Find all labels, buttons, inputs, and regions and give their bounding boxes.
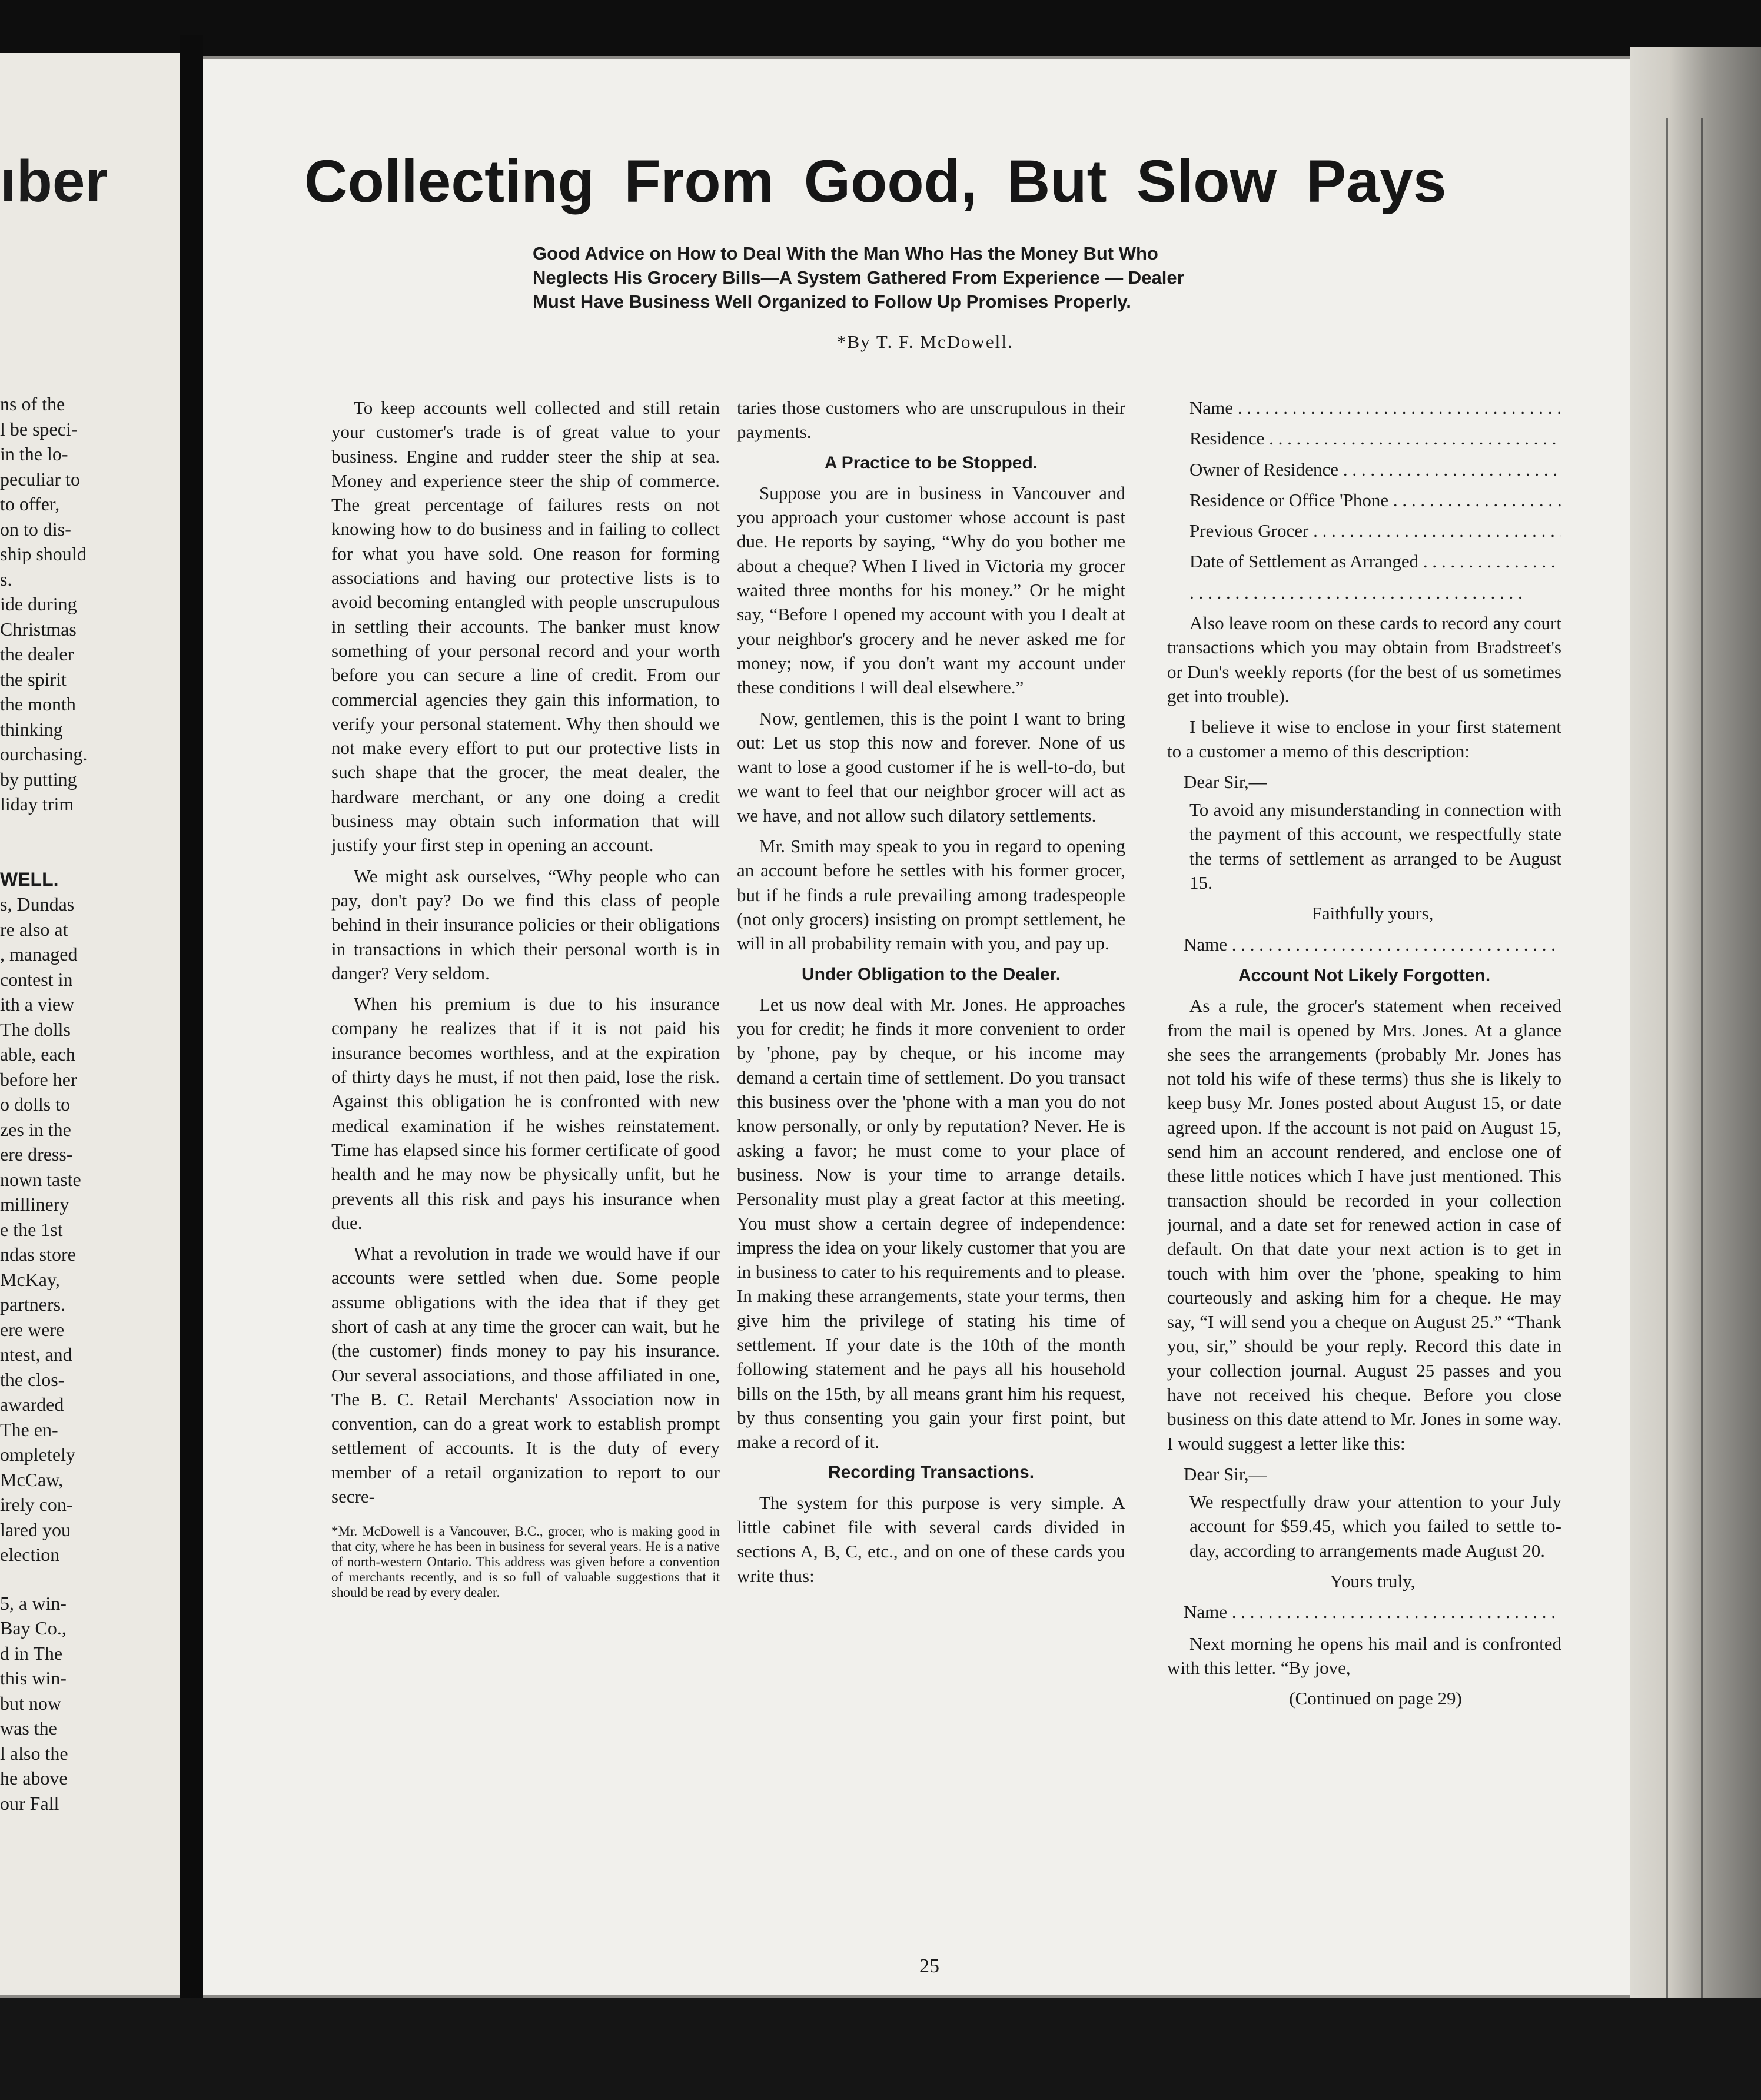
paragraph: Let us now deal with Mr. Jones. He approaches you for credit; he finds it more convenient to order by 'phone, pay by cheque, or his income may demand a certain time of settlement. Do you transact this business over the 'phone with a man you do not know personally, or only by reputation? Never. He is asking a favor; he must come to your place of business. Now is your time to arrange details. Personality must play a great factor at this meeting. You must show a certain degree of independence: impress the idea on your likely customer that you are in business to cater to his requirements and to please. In making these arrangements, state your terms, then give him the privilege of stating his time of settlement. If your date is the 10th of the month following statement and he pays all his household bills on the 15th, by all means grant him his request, by thus consenting you gain your first point, but make a record of it. (737, 993, 1125, 1453)
facing-page-line: peculiar to (0, 468, 80, 490)
facing-page-left (0, 53, 181, 1995)
facing-page-gap-2 (0, 1567, 177, 1591)
edge-shadow (1701, 118, 1703, 2013)
book-gutter (180, 35, 203, 2001)
paragraph: To keep accounts well collected and still retain your customer's trade is of great value to your business. Engine and rudder steer the ship at sea. Money and experience steer the ship of commerce. The great percentage of failures rests on not knowing how to do business and in failing to collect for what you have sold. One reason for forming associations and having our protective lists is to avoid becoming entangled with people unscrupulous in settling their accounts. The banker must know something of your personal record and your worth before you can secure a line of credit. From our commercial agencies they gain this information, to verify your personal statement. Why then should we not make every effort to put our protective lists in such shape that the grocer, the meat dealer, the hardware merchant, or any one doing a credit business may obtain such information that will justify your first step in opening an account. (331, 397, 720, 856)
facing-page-line: ere dress- (0, 1144, 73, 1165)
continued-note: (Continued on page 29) (1289, 1688, 1462, 1709)
facing-page-line: ship should (0, 543, 87, 564)
memo-body: To avoid any misunderstanding in connection with the payment of this account, we respectfully state the terms of settlement as arranged to be August 15. (1189, 799, 1561, 893)
letter-name-line: Name . . . (1184, 1600, 1561, 1624)
edge-shadow (1666, 118, 1668, 2013)
memo-sample (1184, 770, 1561, 956)
facing-page-line: nown taste (0, 1168, 81, 1190)
facing-page-line: liday trim (0, 793, 74, 815)
facing-page-line: contest in (0, 968, 73, 990)
facing-page-line: the spirit (0, 668, 67, 690)
facing-page-line: , managed (0, 943, 78, 965)
section-heading: Recording Transactions. (828, 1463, 1035, 1483)
facing-page-line: was the (0, 1717, 57, 1739)
facing-page-line: ndas store (0, 1244, 76, 1265)
facing-page-line: The dolls (0, 1018, 71, 1040)
letter-sample (1184, 1462, 1561, 1624)
letter-salutation: Dear Sir,— (1184, 1463, 1267, 1484)
paragraph: taries those customers who are unscrupulous in their payments. (737, 397, 1125, 443)
paragraph: The system for this purpose is very simple. A little cabinet file with several cards divided in sections A, B, C, etc., and on one of these cards you write thus: (737, 1492, 1125, 1586)
facing-page-line: Bay Co., (0, 1617, 67, 1639)
facing-page-line: the month (0, 693, 76, 715)
facing-page-line: irely con- (0, 1494, 73, 1515)
card-field: Name . . . (1167, 396, 1561, 420)
facing-page-line: re also at (0, 918, 68, 940)
facing-page-line: but now (0, 1692, 61, 1714)
facing-page-line: d in The (0, 1642, 63, 1664)
facing-page-line: by putting (0, 768, 77, 790)
letter-closing: Yours truly, (1330, 1571, 1416, 1592)
facing-page-line: ere were (0, 1318, 65, 1340)
facing-page-heading: ıber (0, 148, 108, 214)
facing-page-line: Christmas (0, 618, 77, 640)
letter-body: We respectfully draw your attention to your July account for $59.45, which you failed to settle to-day, according to arrangements made August 20. (1189, 1491, 1561, 1561)
facing-page-line: partners. (0, 1294, 66, 1315)
facing-page-line: McCaw, (0, 1468, 64, 1490)
scan-bottom-border (0, 1998, 1761, 2100)
facing-page-text-b (0, 892, 177, 1567)
subtitle-line: Neglects His Grocery Bills—A System Gathered From Experience — Dealer (533, 267, 1184, 288)
card-field: Date of Settlement as Arranged . . . (1167, 549, 1561, 573)
author-footnote: *Mr. McDowell is a Vancouver, B.C., grocer, who is making good in that city, where he has been in business for several years. He is a native of north-western Ontario. This address was given before a convention of merchants recently, and is so full of valuable suggestions that it should be read by every dealer. (331, 1524, 720, 1600)
facing-page-line: thinking (0, 718, 63, 740)
facing-page-line: the clos- (0, 1368, 65, 1390)
memo-closing: Faithfully yours, (1311, 903, 1434, 924)
facing-page-line: our Fall (0, 1792, 59, 1814)
page-stack-edge (1630, 47, 1761, 2007)
facing-page-line: McKay, (0, 1268, 60, 1290)
memo-name-line: Name . . . (1184, 932, 1561, 956)
facing-page-line: zes in the (0, 1118, 71, 1140)
card-blank-line: . . . . . . . . . . . . . . . . . . . . . . . . . . . . . . . . . . . . . (1189, 582, 1523, 603)
facing-page-line: he above (0, 1767, 68, 1789)
paragraph: As a rule, the grocer's statement when received from the mail is opened by Mrs. Jones. At a glance she sees the arrangements (probably Mr. Jones has not told his wife of these terms) thus she is likely to keep busy Mr. Jones posted about August 15, or date agreed upon. If the account is not paid on August 15, send him an account rendered, and enclose one of these little notices which I have just mentioned. This transaction should be recorded in your collection journal, and a date set for renewed action in case of default. On that date your next action is to get in touch with him over the 'phone, speaking to him courteously and asking him for a cheque. He may say, “I will send you a cheque on August 25.” “Thank you, sir,” should be your reply. Record this date in your collection journal. August 25 passes and you have not received his cheque. Before you close business on this date attend to Mr. Jones in some way. I would suggest a letter like this: (1167, 995, 1561, 1454)
facing-page-gap-1 (0, 817, 177, 867)
facing-page-line: l also the (0, 1742, 68, 1764)
facing-page-line: millinery (0, 1194, 69, 1215)
facing-page-line: ide during (0, 593, 77, 614)
facing-page-line: awarded (0, 1394, 64, 1415)
facing-page-line: ns of the (0, 393, 65, 414)
facing-page-line: ntest, and (0, 1344, 72, 1365)
facing-page-subhead: WELL. (0, 868, 59, 890)
card-field: Previous Grocer . . . (1167, 519, 1561, 543)
paragraph: Next morning he opens his mail and is confronted with this letter. “By jove, (1167, 1633, 1561, 1678)
facing-page-line: in the lo- (0, 443, 68, 464)
facing-page-line: ompletely (0, 1444, 75, 1465)
section-heading: A Practice to be Stopped. (824, 453, 1038, 473)
facing-page-line: lared you (0, 1518, 71, 1540)
paragraph: When his premium is due to his insurance company he realizes that if it is not paid his insurance becomes worthless, and at the expiration of thirty days he must, if not then paid, lose the risk. Against this obligation he is confronted with new medical examination if he wishes reinstatement. Time has elapsed since his former certificate of good health and he may now be physically unfit, but he prevents all this risk and pays his insurance when due. (331, 993, 720, 1233)
paragraph: Mr. Smith may speak to you in regard to opening an account before he settles with his former grocer, but if he finds a rule prevailing among tradespeople (not only grocers) insisting on prompt settlement, he will in all probability remain with you, and pay up. (737, 836, 1125, 954)
subtitle-line: Good Advice on How to Deal With the Man Who Has the Money But Who (533, 243, 1158, 264)
article-title: Collecting From Good, But Slow Pays (304, 148, 1447, 215)
card-field: Residence . . . (1167, 426, 1561, 450)
paragraph: Now, gentlemen, this is the point I want to bring out: Let us stop this now and forever. None of us want to lose a good customer if he is well-to-do, but we want to feel that our neighbor grocer will act as we have, and not allow such dilatory settlements. (737, 707, 1125, 826)
card-field: Residence or Office 'Phone . . . (1167, 488, 1561, 512)
facing-page-text-c (0, 1591, 177, 1816)
article-subtitle (533, 241, 1380, 314)
facing-page-line: ourchasing. (0, 743, 88, 765)
paragraph: I believe it wise to enclose in your first statement to a customer a memo of this description: (1167, 716, 1561, 762)
facing-page-line: election (0, 1544, 60, 1565)
paragraph: What a revolution in trade we would have if our accounts were settled when due. Some people assume obligations with the idea that if they get short of cash at any time the grocer can wait, but he (the customer) finds money to pay his insurance. Our several associations, and those affiliated in one, The B. C. Retail Merchants' Association now in convention, can do a great work to establish prompt settlement of accounts. It is the duty of every member of a retail organization to report to our secre- (331, 1243, 720, 1507)
article-column-2 (737, 396, 1125, 1594)
byline: *By T. F. McDowell. (837, 331, 1014, 352)
paragraph: Also leave room on these cards to record any court transactions which you may obtain from Bradstreet's or Dun's weekly reports (for the best of us sometimes get into trouble). (1167, 613, 1561, 706)
section-heading: Account Not Likely Forgotten. (1238, 965, 1491, 985)
facing-page-line: l be speci- (0, 418, 78, 440)
facing-page-text-a (0, 391, 177, 817)
paragraph: Suppose you are in business in Vancouver and you approach your customer whose account is past due. He reports by saying, “Why do you bother me about a cheque? When I lived in Victoria my grocer waited three months for his money.” Or he might say, “Before I opened my account with you I dealt at your neighbor's grocery and he never asked me for money; now, if you don't want my account under these conditions I will deal elsewhere.” (737, 482, 1125, 698)
facing-page-line: ith a view (0, 993, 75, 1015)
article-column-3 (1167, 396, 1561, 1717)
section-heading: Under Obligation to the Dealer. (801, 964, 1061, 984)
facing-page-line: this win- (0, 1667, 67, 1689)
paragraph: We might ask ourselves, “Why people who can pay, don't pay? Do we find this class of people behind in their insurance policies or their obligations in transactions in which their personal worth is in danger? Very seldom. (331, 865, 720, 983)
memo-salutation: Dear Sir,— (1184, 771, 1267, 792)
subtitle-line: Must Have Business Well Organized to Follow Up Promises Properly. (533, 291, 1131, 312)
article-column-1 (331, 396, 720, 1600)
facing-page-line: o dolls to (0, 1094, 71, 1115)
facing-page-line: before her (0, 1068, 77, 1090)
facing-page-line: 5, a win- (0, 1592, 67, 1614)
facing-page-line: s. (0, 568, 12, 590)
facing-page-line: the dealer (0, 643, 74, 664)
card-field: Owner of Residence . . . (1167, 457, 1561, 481)
facing-page-line: able, each (0, 1044, 75, 1065)
facing-page-line: on to dis- (0, 518, 71, 540)
facing-page-column (0, 391, 177, 1816)
facing-page-line: The en- (0, 1418, 58, 1440)
facing-page-line: s, Dundas (0, 893, 75, 915)
page-number: 25 (919, 1955, 939, 1977)
facing-page-line: to offer, (0, 493, 60, 514)
scan-top-border (0, 0, 1761, 56)
facing-page-line: e the 1st (0, 1218, 63, 1240)
